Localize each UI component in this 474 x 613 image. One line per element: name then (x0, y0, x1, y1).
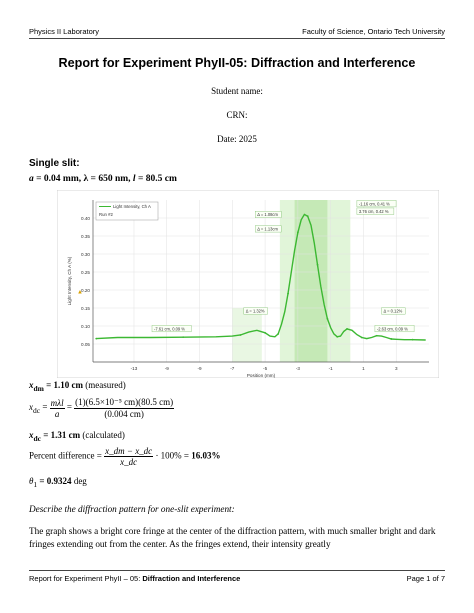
theta-value: $\theta_1 = 0.9324$ deg (29, 476, 87, 489)
x-tick-label: -3 (295, 366, 300, 371)
y-tick-label: 0.15 (81, 306, 90, 311)
data-point (317, 264, 319, 266)
data-point (346, 328, 348, 330)
data-point (182, 336, 184, 338)
x-tick-label: -13 (130, 366, 138, 371)
page-header (29, 27, 445, 36)
annotation-label: Δ = 1.08cm (257, 212, 278, 218)
percent-difference: Percent difference = $\frac{x\_dm - x\_dc}{x\_dc}$ · 100% = 16.03% (29, 446, 221, 467)
data-point (336, 336, 338, 338)
x-tick-label: -9 (197, 366, 202, 371)
annotation-label: -7.61 cm, 0.09 % (154, 326, 185, 332)
data-point (287, 293, 289, 295)
legend-run: Run #2 (99, 212, 113, 217)
x-tick-label: -1 (328, 366, 333, 371)
parameters-line: a = 0.04 mm, λ = 650 nm, l = 80.5 cm (29, 174, 177, 184)
y-tick-label: 0.30 (81, 252, 90, 257)
footer-rule (29, 570, 445, 571)
calculated-formula: $x_{dc}$ = $\frac{\text{mλl}}{a}$ = $\frac{\text{(1)(6.5×10⁻⁵ cm)(80.5 cm)}}{(0.004 cm)}$ (29, 397, 174, 419)
data-point (376, 335, 378, 337)
x-axis-label: Position (mm) (246, 373, 276, 378)
y-tick-label: 0.35 (81, 234, 90, 239)
page-number: Page 1 of 7 (406, 574, 445, 583)
annotation-label: Δ = 1.32% (245, 308, 265, 314)
data-point (277, 333, 279, 335)
data-point (240, 334, 242, 336)
footer-left: Report for Experiment PhyII – 05: Diffraction and Interference (29, 574, 241, 583)
legend-series: Light Intensity, Ch A (113, 204, 151, 209)
x-tick-label: -5 (263, 366, 268, 371)
section-heading: Single slit: (29, 158, 80, 169)
x-tick-label: -9 (164, 366, 169, 371)
data-point (264, 332, 266, 334)
y-tick-label: 0.40 (81, 216, 90, 221)
x-tick-label: -7 (230, 366, 235, 371)
diffraction-graph (57, 190, 439, 378)
question-prompt: Describe the diffraction pattern for one-slit experiment: (29, 504, 235, 514)
y-axis-label: Light Intensity, Ch A (%) (67, 256, 72, 306)
y-tick-label: 0.20 (81, 288, 90, 293)
measured-distance: $x_{dm} = 1.10$ cm (measured) (29, 380, 126, 393)
date-label: Date: 2025 (217, 134, 257, 144)
y-tick-label: 0.25 (81, 270, 90, 275)
annotation-label: Δ = 1.13cm (257, 226, 278, 232)
y-tick-label: 0.10 (81, 324, 90, 329)
annotation-label: -2.63 cm, 0.09 % (376, 326, 408, 332)
x-tick-label: 1 (362, 366, 365, 371)
header-rule (29, 38, 445, 39)
data-point (95, 338, 97, 340)
warning-icon: ▲ (77, 289, 83, 296)
data-point (297, 232, 299, 234)
header-right: Faculty of Science, Ontario Tech University (302, 27, 445, 36)
data-point (326, 318, 328, 320)
annotation-label: -1.16 cm, 0.41 % (358, 201, 390, 207)
annotation-label: 3.76 cm, 0.42 % (358, 208, 389, 214)
header-left: Physics II Laboratory (29, 27, 100, 36)
page-footer (29, 574, 445, 583)
x-tick-label: 3 (394, 366, 398, 371)
crn-label: CRN: (226, 110, 248, 120)
report-title: Report for Experiment PhyII-05: Diffraction and Interference (58, 56, 416, 70)
annotation-label: Δ = 0.12% (383, 308, 403, 314)
answer-paragraph: The graph shows a bright core fringe at the center of the diffraction pattern, with much smaller bright and dark fringes extending out from the center. As the fringes extend, their intensity greatly (29, 526, 436, 549)
data-point (307, 215, 309, 217)
data-point (361, 337, 363, 339)
data-point (412, 339, 414, 341)
calculated-distance: $x_{dc} = 1.31$ cm (calculated) (29, 430, 125, 443)
y-tick-label: 0.05 (81, 342, 90, 347)
student-name-label: Student name: (211, 86, 263, 96)
data-point (390, 338, 392, 340)
